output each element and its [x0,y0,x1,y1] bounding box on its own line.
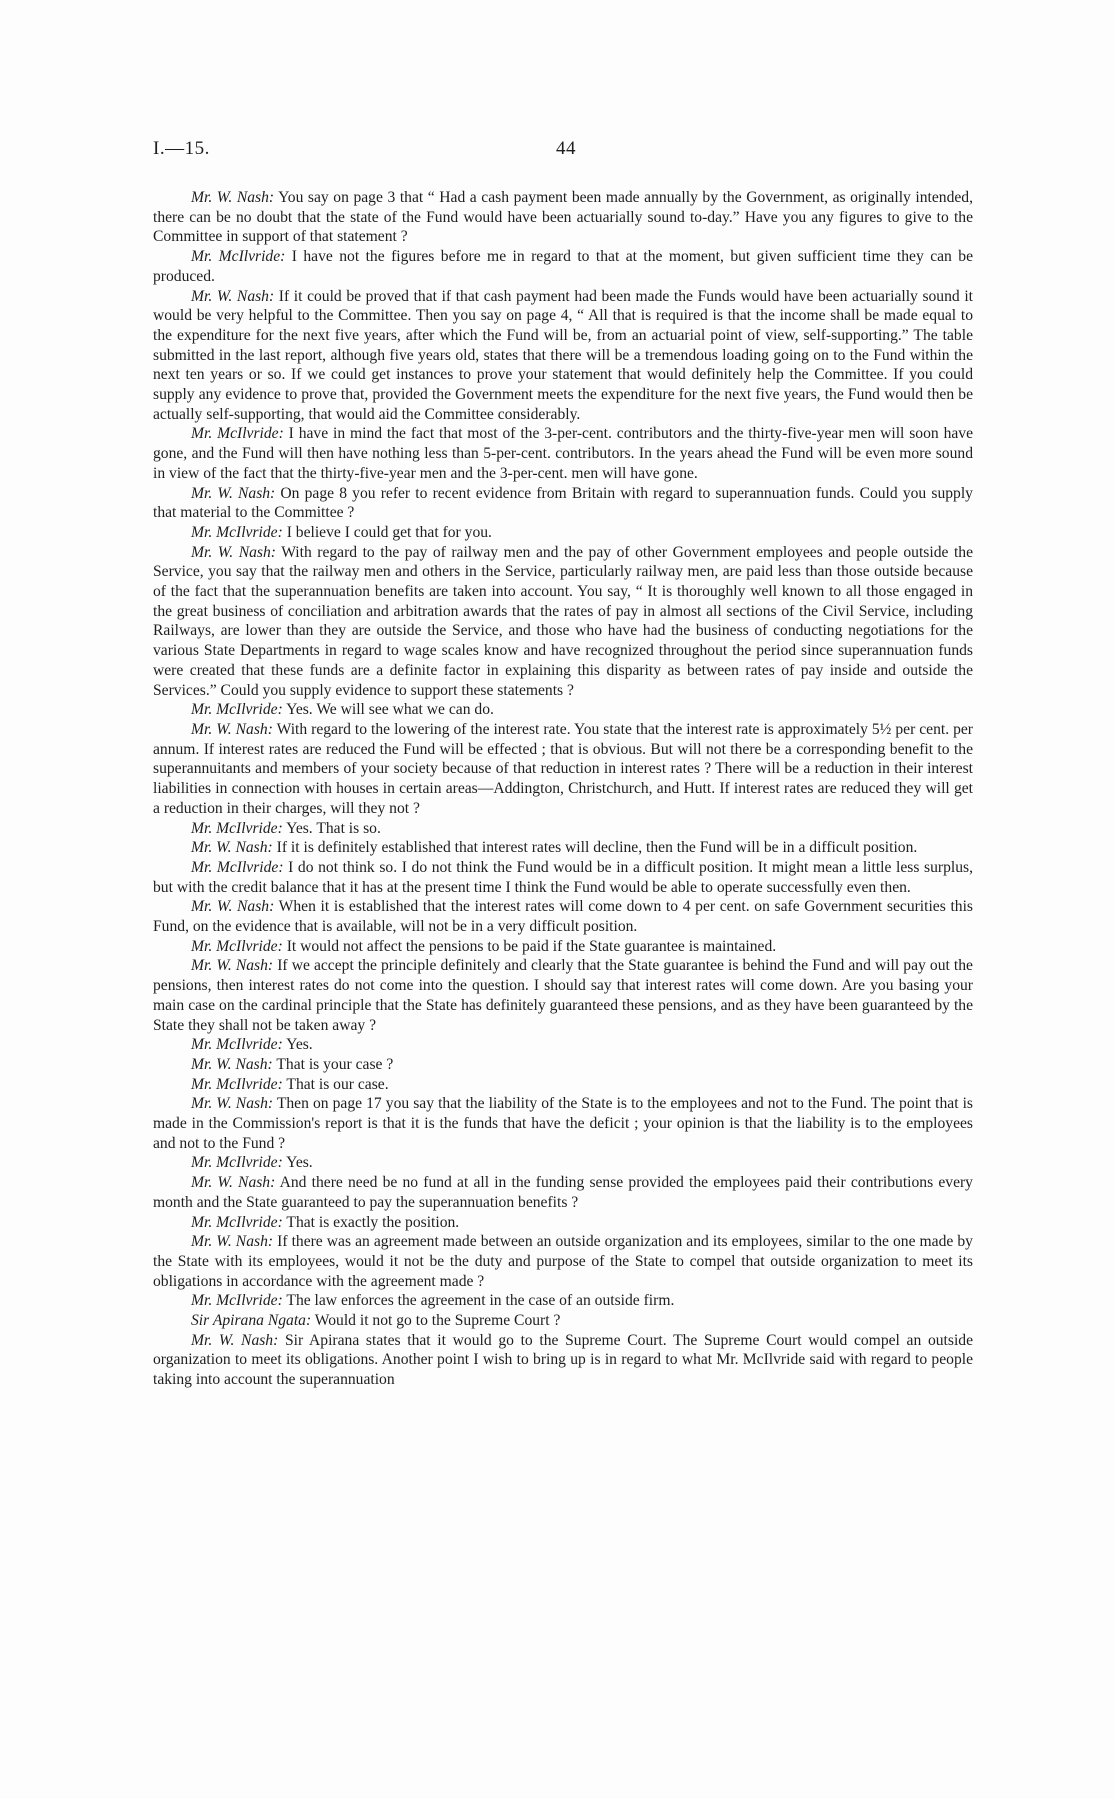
speaker-name: Mr. W. Nash: [191,1095,274,1113]
utterance-text: With regard to the pay of railway men and the pay of other Government employees and people outside the Service, you say that the railway men and others in the Service, particularly railway men, are paid less than those outside because of the fact that the superannuation benefits are taken into account. You say, “ It is thoroughly well known to all those engaged in the great business of conciliation and arbitration awards that the rates of pay in almost all sections of the Civil Service, including Railways, are lower than they are outside the Service, and those who have had the business of conducting negotiations for the various State Departments in regard to wage scales know and have recognized throughout the period since superannuation funds were created that these funds are a definite factor in explaining this disparity as between rates of pay inside and outside the Services.” Could you supply evidence to support these statements ? [153,543,973,699]
utterance-text: The law enforces the agreement in the case of an outside firm. [282,1292,675,1310]
utterance-text: If there was an agreement made between an outside organization and its employees, similar to the one made by the State with its employees, would it not be the duty and purpose of the State to compel that outside organization to meet its obligations in accordance with the agreement made ? [153,1233,973,1290]
transcript-paragraph [153,956,973,1035]
transcript-paragraph [153,700,973,720]
speaker-name: Mr. W. Nash: [191,720,273,738]
utterance-text: I believe I could get that for you. [282,523,492,541]
utterance-text: Sir Apirana states that it would go to the Supreme Court. The Supreme Court would compel an outside organization to meet its obligations. Another point I wish to bring up is in regard to what Mr. McIlvride said with regard to people taking into account the superannuation [153,1331,973,1389]
utterance-text: Would it not go to the Supreme Court ? [311,1312,561,1330]
utterance-text: I do not think so. I do not think the Fund would be in a difficult position. It might mean a little less surplus, but with the credit balance that it has at the present time I think the Fund would be able to operate successfully even then. [153,858,974,896]
utterance-text: And there need be no fund at all in the funding sense provided the employees paid their contributions every month and the State guaranteed to pay the superannuation benefits ? [153,1174,973,1211]
transcript-paragraph [153,897,973,936]
speaker-name: Mr. McIlvride: [191,1075,283,1093]
transcript-paragraph [153,247,973,286]
transcript-paragraph [153,424,973,483]
speaker-name: Mr. W. Nash: [191,189,275,206]
speaker-name: Mr. W. Nash: [191,287,275,305]
utterance-text: Yes. That is so. [282,819,381,837]
speaker-name: Mr. McIlvride: [191,523,283,541]
utterance-text: That is exactly the position. [282,1213,460,1231]
speaker-name: Sir Apirana Ngata: [191,1312,312,1330]
utterance-text: Then on page 17 you say that the liability of the State is to the employees and not to the Fund. The point that is made in the Commission's report is that it is the funds that have the deficit ; your opinion is that the liability is to the employees and not to the Fund ? [153,1095,973,1152]
speaker-name: Mr. W. Nash: [191,484,276,502]
utterance-text: If we accept the principle definitely and clearly that the State guarantee is behind the Fund and will pay out the pensions, then interest rates do not come into the question. I should say that interest rates will come down. Are you basing your main case on the cardinal principle that the State has definitely guaranteed these pensions, and as they have been guaranteed by the State they shall not be taken away ? [153,957,973,1034]
speaker-name: Mr. W. Nash: [191,839,273,857]
speaker-name: Mr. W. Nash: [191,1174,276,1192]
transcript-paragraph [153,1213,973,1233]
transcript-paragraph [153,1055,973,1075]
speaker-name: Mr. McIlvride: [191,248,286,266]
transcript-paragraph [153,1153,973,1173]
speaker-name: Mr. McIlvride: [191,425,284,443]
page-header [153,138,973,164]
speaker-name: Mr. W. Nash: [191,957,274,975]
speaker-name: Mr. W. Nash: [191,1233,274,1251]
transcript-paragraph [153,937,973,957]
transcript-paragraph [153,1094,973,1153]
speaker-name: Mr. McIlvride: [191,1036,283,1054]
transcript-paragraph [153,1232,973,1291]
transcript-paragraph [153,1075,973,1095]
transcript-paragraph [153,188,973,247]
transcript-paragraph [153,858,973,897]
utterance-text: Yes. [282,1036,313,1054]
speaker-name: Mr. W. Nash: [191,543,276,561]
speaker-name: Mr. McIlvride: [191,1292,283,1310]
speaker-name: Mr. McIlvride: [191,1213,283,1231]
speaker-name: Mr. McIlvride: [191,819,283,837]
transcript-paragraph [153,523,973,543]
utterance-text: If it is definitely established that interest rates will decline, then the Fund will be in a difficult position. [272,839,918,857]
page-number: 44 [556,138,576,159]
utterance-text: It would not affect the pensions to be paid if the State guarantee is maintained. [282,937,777,955]
speaker-name: Mr. McIlvride: [191,937,283,955]
speaker-name: Mr. McIlvride: [191,701,283,719]
utterance-text: I have not the figures before me in regard to that at the moment, but given sufficient time they can be produced. [153,248,973,285]
utterance-text: That is your case ? [272,1055,394,1073]
utterance-text: With regard to the lowering of the interest rate. You state that the interest rate is approximately 5½ per cent. per annum. If interest rates are reduced the Fund will be effected ; that is obvious. But will not there be a corresponding benefit to the superannuitants and members of your society because of that reduction in interest rates ? There will be a reduction in their interest liabilities in connection with houses in certain areas—Addington, Christchurch, and Hutt. If interest rates are reduced they will get a reduction in their charges, will they not ? [153,720,973,817]
transcript-paragraph [153,1291,973,1311]
utterance-text: If it could be proved that if that cash payment had been made the Funds would have been actuarially sound it would be very helpful to the Committee. Then you say on page 4, “ All that is required is that the income shall be made equal to the expenditure for the next five years, after which the Fund will be, from an actuarial point of view, self-supporting.” The table submitted in the last report, although five years old, states that there will be a tremendous loading going on to the Fund within the next ten years or so. If we could get instances to prove your statement that would definitely help the Committee. If you could supply any evidence to prove that, provided the Government meets the expenditure for the next five years, the Fund would then be actually self-supporting, that would aid the Committee considerably. [153,287,973,423]
transcript-body [153,188,973,1390]
speaker-name: Mr. W. Nash: [191,1055,273,1073]
speaker-name: Mr. W. Nash: [191,898,275,916]
transcript-paragraph [153,1173,973,1212]
speaker-name: Mr. McIlvride: [191,858,284,876]
transcript-paragraph [153,1331,973,1390]
transcript-paragraph [153,720,973,819]
document-reference: I.—15. [153,138,210,159]
transcript-paragraph [153,819,973,839]
transcript-paragraph [153,543,973,701]
utterance-text: I have in mind the fact that most of the 3-per-cent. contributors and the thirty-five-year men will soon have gone, and the Fund will then have nothing less than 5-per-cent. contributors. In the years ahead the Fund will be even more sound in view of the fact that the thirty-five-year men and the 3-per-cent. men will have gone. [153,425,974,482]
speaker-name: Mr. McIlvride: [191,1154,283,1172]
speaker-name: Mr. W. Nash: [191,1331,279,1349]
utterance-text: Yes. We will see what we can do. [282,701,494,719]
transcript-paragraph [153,484,973,523]
utterance-text: That is our case. [282,1075,389,1093]
utterance-text: On page 8 you refer to recent evidence from Britain with regard to superannuation funds. Could you supply that material to the Committee ? [153,484,973,522]
utterance-text: You say on page 3 that “ Had a cash payment been made annually by the Government, as originally intended, there can be no doubt that the state of the Fund would have been actuarially sound to-day.” Have you any figures to give to the Committee in support of that statement ? [153,189,973,246]
transcript-paragraph [153,838,973,858]
transcript-paragraph [153,287,973,425]
transcript-paragraph [153,1311,973,1331]
utterance-text: When it is established that the interest rates will come down to 4 per cent. on safe Government securities this Fund, on the evidence that is available, will not be in a very difficult position. [153,898,973,936]
utterance-text: Yes. [282,1154,313,1172]
transcript-paragraph [153,1035,973,1055]
